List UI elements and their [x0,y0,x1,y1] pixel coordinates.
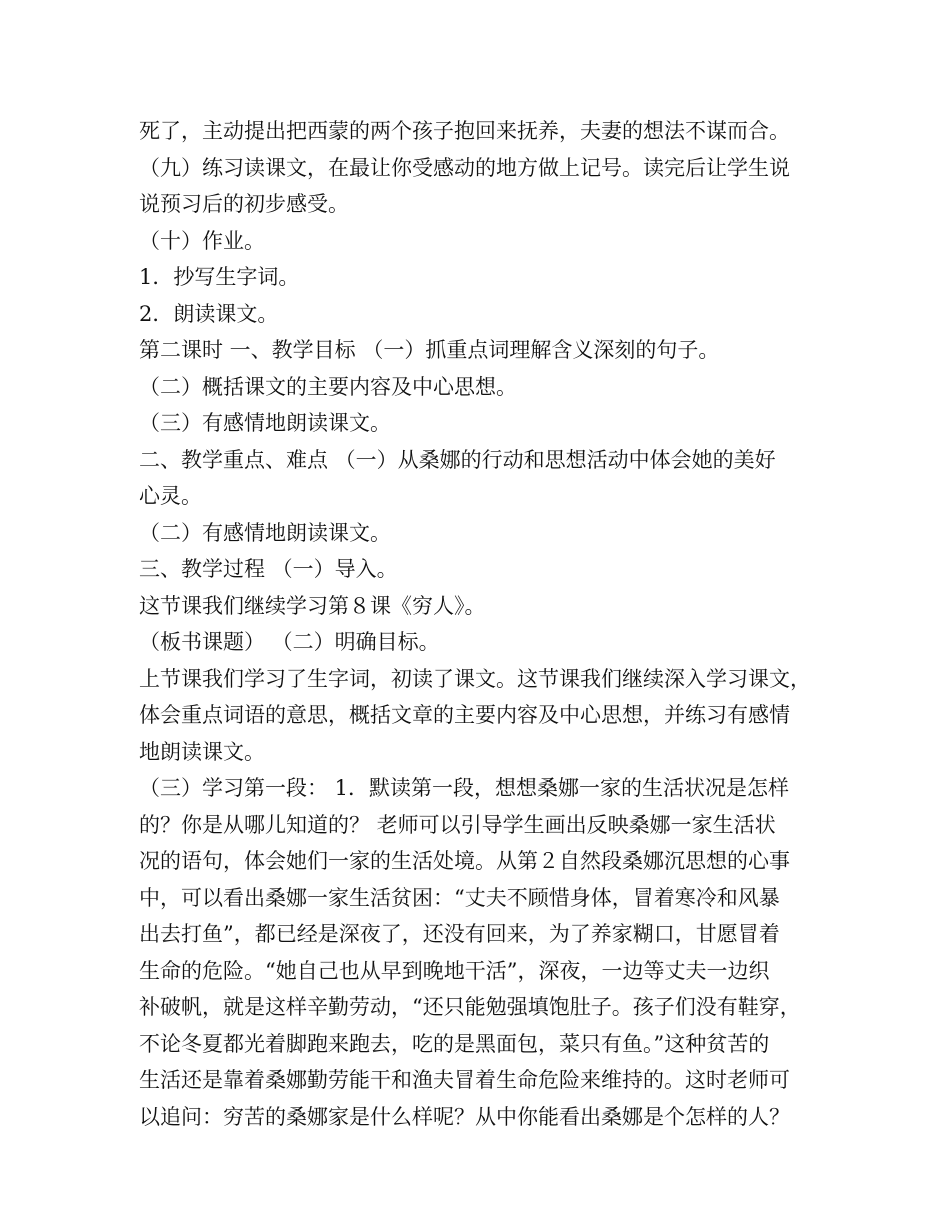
text-line: 生活还是靠着桑娜勤劳能干和渔夫冒着生命危险来维持的。这时老师可 [139,1068,790,1092]
text-line: （九）练习读课文，在最让你受感动的地方做上记号。读完后让学生说 [139,155,790,180]
document-body [139,113,829,1135]
text-line: （三）有感情地朗读课文。 [139,411,391,435]
text-line: （十）作业。 [139,228,265,253]
text-line: （三）学习第一段： 1．默读第一段，想想桑娜一家的生活状况是怎样 [139,776,790,800]
text-line: 地朗读课文。 [139,739,265,764]
text-line: 况的语句，体会她们一家的生活处境。从第２自然段桑娜沉思想的心事 [139,849,790,873]
text-line: （二）概括课文的主要内容及中心思想。 [139,374,517,399]
text-line: 死了，主动提出把西蒙的两个孩子抱回来抚养，夫妻的想法不谋而合。 [139,119,790,143]
text-line: 不论冬夏都光着脚跑来跑去，吃的是黑面包，菜只有鱼。”这种贫苦的 [139,1031,770,1056]
text-line: 三、教学过程 （一）导入。 [139,557,398,581]
text-line: 第二课时 一、教学目标 （一）抓重点词理解含义深刻的句子。 [139,338,720,362]
text-line: 上节课我们学习了生字词，初读了课文。这节课我们继续深入学习课文， [139,666,811,691]
text-line: 1．抄写生字词。 [139,265,300,289]
text-line: 的？你是从哪儿知道的？ 老师可以引导学生画出反映桑娜一家生活状 [139,812,776,837]
text-line: 以追问：穷苦的桑娜家是什么样呢？从中你能看出桑娜是个怎样的人？ [139,1104,790,1129]
text-line: 二、教学重点、难点 （一）从桑娜的行动和思想活动中体会她的美好 [139,447,776,472]
text-line: 心灵。 [139,484,202,508]
text-line: 补破帆，就是这样辛勤劳动，“还只能勉强填饱肚子。孩子们没有鞋穿， [139,995,801,1019]
text-line: 中，可以看出桑娜一家生活贫困：“丈夫不顾惜身体，冒着寒冷和风暴 [139,885,780,910]
text-line: 生命的危险。“她自己也从早到晚地干活”，深夜，一边等丈夫一边织 [139,958,770,983]
text-line: （板书课题） （二）明确目标。 [139,630,440,654]
text-line: （二）有感情地朗读课文。 [139,520,391,545]
text-line: 体会重点词语的意思，概括文章的主要内容及中心思想，并练习有感情 [139,703,790,727]
text-line: 出去打鱼”，都已经是深夜了，还没有回来，为了养家糊口，甘愿冒着 [139,922,780,946]
text-line: 说预习后的初步感受。 [139,192,349,216]
text-line: 这节课我们继续学习第８课《穷人》。 [139,593,486,618]
text-line: 2．朗读课文。 [139,301,279,326]
